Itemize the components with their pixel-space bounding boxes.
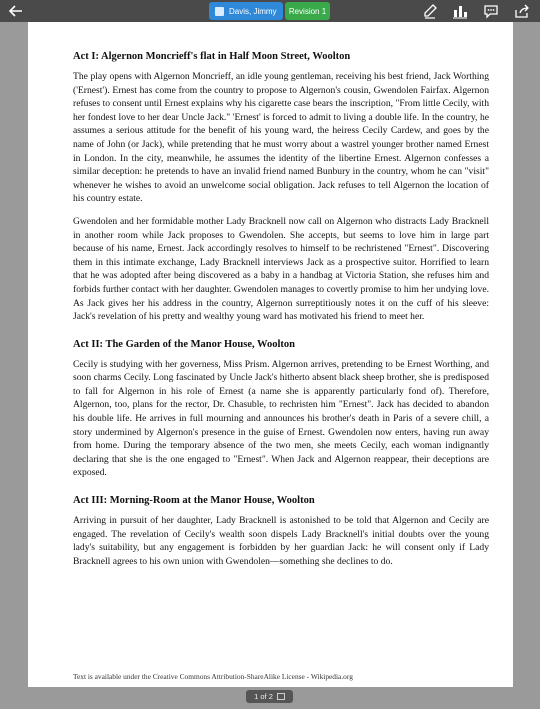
top-toolbar [0, 0, 540, 22]
avatar-icon [215, 7, 224, 16]
paragraph: Cecily is studying with her governess, Miss Prism. Algernon arrives, pretending to be Ernest Worthing, and soon charms Cecily. Long fascinated by Uncle Jack's hitherto absent black sheep brother, she is predisposed to fall for Algernon in his role of Ernest (a name she is apparently particularly fond of). Therefore, Algernon, too, plans for the rector, Dr. Chasuble, to rechristen him "Ernest". Jack has decided to abandon his double life. He arrives in full mourning and announces his brother's death in Paris of a severe chill, a story undermined by Algernon's presence in the guise of Ernest. Gwendolen now enters, having run away from home. During the temporary absence of the two men, she meets Cecily, each woman indignantly declaring that she is the one engaged to "Ernest". When Jack and Algernon reappear, their deceptions are exposed. [73, 358, 489, 479]
document-page [28, 22, 513, 687]
document-body [73, 50, 489, 577]
chart-icon[interactable] [451, 2, 469, 20]
grid-view-icon[interactable] [277, 693, 285, 700]
share-icon[interactable] [513, 2, 531, 20]
page-indicator[interactable] [246, 690, 293, 703]
back-arrow-icon[interactable] [7, 2, 25, 20]
user-label: Davis, Jimmy [229, 6, 277, 16]
paragraph: Gwendolen and her formidable mother Lady Bracknell now call on Algernon who distracts Lady Bracknell in another room while Jack proposes to Gwendolen. She accepts, but seems to love him in large part because of his name, Ernest. Jack accordingly resolves to himself to be rechristened "Ernest". Discovering them in this intimate exchange, Lady Bracknell interviews Jack as a prospective suitor. Horrified to learn that he was adopted after being discovered as a baby in a handbag at Victoria Station, she refuses him and forbids further contact with her daughter. Gwendolen manages to covertly promise to him her undying love. As Jack gives her his address in the country, Algernon surreptitiously notes it on the cuff of his sleeve: Jack's revelation of his pretty and wealthy young ward has motivated his friend to meet her. [73, 215, 489, 323]
pen-icon[interactable] [421, 2, 439, 20]
revision-button[interactable] [285, 2, 330, 20]
license-footnote: Text is available under the Creative Commons Attribution-ShareAlike License - Wikipedia.org [73, 672, 353, 681]
revision-label: Revision 1 [288, 6, 327, 16]
section-heading: Act III: Morning-Room at the Manor House, Woolton [73, 495, 315, 507]
user-button[interactable] [209, 2, 283, 20]
paragraph: The play opens with Algernon Moncrieff, an idle young gentleman, receiving his best friend, Jack Worthing ('Ernest'). Ernest has come from the country to propose to Algernon's cousin, Gwendolen Fairfax. Algernon refuses to consent until Ernest explains why his cigarette case bears the inscription, "From little Cecily, with her fondest love to her dear Uncle Jack." 'Ernest' is forced to admit to living a double life. In the country, he assumes a serious attitude for the benefit of his young ward, the heiress Cecily Cardew, and goes by the name of John (or Jack), while pretending that he must worry about a wastrel younger brother named Ernest in London. In the city, meanwhile, he assumes the identity of the libertine Ernest. Algernon confesses a similar deception: he pretends to have an invalid friend named Bunbury in the country, whom he can "visit" whenever he wishes to avoid an unwelcome social obligation. Jack refuses to tell Algernon the location of his country estate. [73, 71, 489, 205]
paragraph: Arriving in pursuit of her daughter, Lady Bracknell is astonished to be told that Algernon and Cecily are engaged. The revelation of Cecily's wealth soon dispels Lady Bracknell's initial doubts over the young lady's suitability, but any engagement is forbidden by her guardian Jack: he will consent only if Lady Bracknell agrees to his own union with Gwendolen—something she declines to do. [73, 515, 489, 567]
page-label: 1 of 2 [254, 692, 273, 701]
comment-icon[interactable] [482, 2, 500, 20]
section-heading: Act I: Algernon Moncrieff's flat in Half Moon Street, Woolton [73, 51, 351, 62]
section-heading: Act II: The Garden of the Manor House, Woolton [73, 338, 295, 350]
